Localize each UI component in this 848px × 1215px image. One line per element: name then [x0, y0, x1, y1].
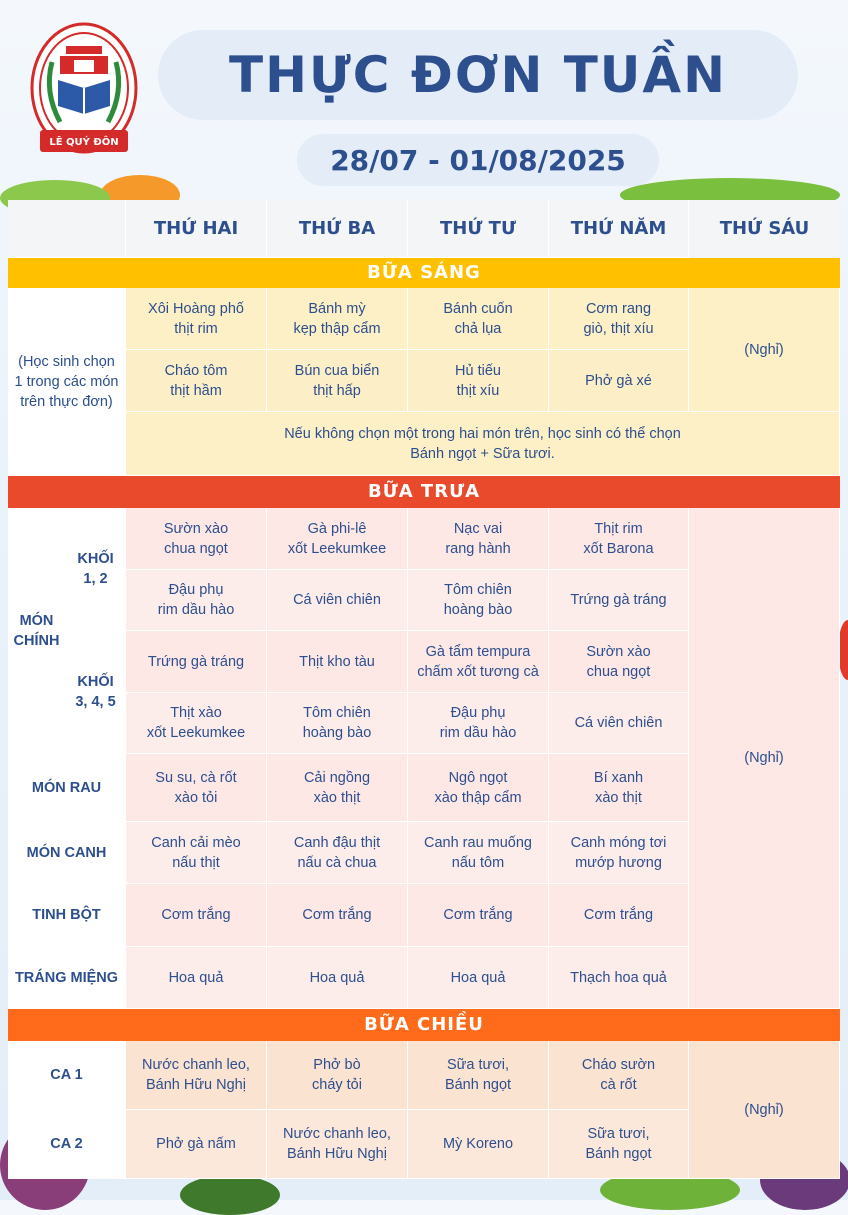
- lunch-g345-wed-1: Gà tẩm tempura chấm xốt tương cà: [408, 631, 549, 693]
- lunch-section-bar: BỮA TRƯA: [8, 476, 840, 508]
- main-dish-label: MÓN CHÍNH: [8, 508, 66, 754]
- lunch-g12-tue-1: Gà phi-lê xốt Leekumkee: [267, 508, 408, 570]
- breakfast-wed-2: Hủ tiếu thịt xíu: [408, 350, 549, 412]
- afternoon-s2-tue: Nước chanh leo, Bánh Hữu Nghị: [267, 1110, 408, 1179]
- grade-1-2-label: KHỐI 1, 2: [66, 508, 126, 631]
- lunch-g12-wed-2: Tôm chiên hoàng bào: [408, 570, 549, 631]
- lunch-g12-thu-2: Trứng gà tráng: [549, 570, 689, 631]
- lunch-g345-mon-1: Trứng gà tráng: [126, 631, 267, 693]
- lunch-soup-tue: Canh đậu thịt nấu cà chua: [267, 822, 408, 884]
- breakfast-wed-1: Bánh cuốn chả lụa: [408, 288, 549, 350]
- day-header-wed: THỨ TƯ: [408, 200, 549, 258]
- lunch-soup-mon: Canh cải mèo nấu thịt: [126, 822, 267, 884]
- logo-text: LÊ QUÝ ĐÔN: [49, 137, 119, 148]
- lunch-veg-thu: Bí xanh xào thịt: [549, 754, 689, 822]
- lunch-dessert-tue: Hoa quả: [267, 947, 408, 1009]
- afternoon-fri: (Nghỉ): [689, 1041, 840, 1179]
- grade-3-5-label: KHỐI 3, 4, 5: [66, 631, 126, 754]
- lunch-g345-wed-2: Đậu phụ rim dầu hào: [408, 693, 549, 754]
- lunch-soup-wed: Canh rau muống nấu tôm: [408, 822, 549, 884]
- header-corner: [8, 200, 126, 258]
- lunch-g12-wed-1: Nạc vai rang hành: [408, 508, 549, 570]
- lunch-g12-tue-2: Cá viên chiên: [267, 570, 408, 631]
- afternoon-section-bar: BỮA CHIỀU: [8, 1009, 840, 1041]
- dessert-label: TRÁNG MIỆNG: [8, 947, 126, 1009]
- lunch-dessert-thu: Thạch hoa quả: [549, 947, 689, 1009]
- day-header-thu: THỨ NĂM: [549, 200, 689, 258]
- title-banner: [158, 30, 798, 120]
- breakfast-thu-2: Phở gà xé: [549, 350, 689, 412]
- menu-table: [8, 200, 840, 1179]
- shift-1-label: CA 1: [8, 1041, 126, 1110]
- lunch-starch-thu: Cơm trắng: [549, 884, 689, 947]
- lunch-veg-tue: Cải ngồng xào thịt: [267, 754, 408, 822]
- breakfast-tue-1: Bánh mỳ kẹp thập cẩm: [267, 288, 408, 350]
- afternoon-s1-wed: Sữa tươi, Bánh ngọt: [408, 1041, 549, 1110]
- date-range: 28/07 - 01/08/2025: [330, 143, 626, 177]
- breakfast-label: (Học sinh chọn 1 trong các món trên thực đơn): [8, 288, 126, 476]
- lunch-g12-thu-1: Thịt rim xốt Barona: [549, 508, 689, 570]
- lunch-g12-mon-1: Sườn xào chua ngọt: [126, 508, 267, 570]
- afternoon-s1-mon: Nước chanh leo, Bánh Hữu Nghị: [126, 1041, 267, 1110]
- lunch-dessert-mon: Hoa quả: [126, 947, 267, 1009]
- afternoon-s2-thu: Sữa tươi, Bánh ngọt: [549, 1110, 689, 1179]
- lunch-starch-mon: Cơm trắng: [126, 884, 267, 947]
- starch-label: TINH BỘT: [8, 884, 126, 947]
- breakfast-note: Nếu không chọn một trong hai món trên, học sinh có thể chọn Bánh ngọt + Sữa tươi.: [126, 412, 840, 476]
- afternoon-s2-mon: Phở gà nấm: [126, 1110, 267, 1179]
- school-logo: [30, 22, 138, 164]
- lunch-veg-wed: Ngô ngọt xào thập cẩm: [408, 754, 549, 822]
- vegetable-label: MÓN RAU: [8, 754, 126, 822]
- lunch-g345-thu-2: Cá viên chiên: [549, 693, 689, 754]
- lunch-g345-tue-2: Tôm chiên hoàng bào: [267, 693, 408, 754]
- shift-2-label: CA 2: [8, 1110, 126, 1179]
- lunch-g345-mon-2: Thịt xào xốt Leekumkee: [126, 693, 267, 754]
- lunch-g345-tue-1: Thịt kho tàu: [267, 631, 408, 693]
- lunch-g345-thu-1: Sườn xào chua ngọt: [549, 631, 689, 693]
- afternoon-s1-tue: Phở bò cháy tỏi: [267, 1041, 408, 1110]
- breakfast-thu-1: Cơm rang giò, thịt xíu: [549, 288, 689, 350]
- lunch-veg-mon: Su su, cà rốt xào tỏi: [126, 754, 267, 822]
- breakfast-mon-2: Cháo tôm thịt hầm: [126, 350, 267, 412]
- breakfast-fri: (Nghỉ): [689, 288, 840, 412]
- date-banner: [297, 134, 659, 186]
- lunch-starch-tue: Cơm trắng: [267, 884, 408, 947]
- breakfast-section-bar: BỮA SÁNG: [8, 258, 840, 288]
- lunch-g12-mon-2: Đậu phụ rim dầu hào: [126, 570, 267, 631]
- page-title: THỰC ĐƠN TUẦN: [229, 46, 727, 104]
- lunch-starch-wed: Cơm trắng: [408, 884, 549, 947]
- breakfast-tue-2: Bún cua biển thịt hấp: [267, 350, 408, 412]
- lunch-soup-thu: Canh móng tơi mướp hương: [549, 822, 689, 884]
- afternoon-s2-wed: Mỳ Koreno: [408, 1110, 549, 1179]
- soup-label: MÓN CANH: [8, 822, 126, 884]
- lunch-dessert-wed: Hoa quả: [408, 947, 549, 1009]
- afternoon-s1-thu: Cháo sườn cà rốt: [549, 1041, 689, 1110]
- day-header-tue: THỨ BA: [267, 200, 408, 258]
- day-header-mon: THỨ HAI: [126, 200, 267, 258]
- avocado-decoration: [180, 1175, 280, 1215]
- day-header-fri: THỨ SÁU: [689, 200, 840, 258]
- lunch-fri: (Nghỉ): [689, 508, 840, 1009]
- breakfast-mon-1: Xôi Hoàng phố thịt rim: [126, 288, 267, 350]
